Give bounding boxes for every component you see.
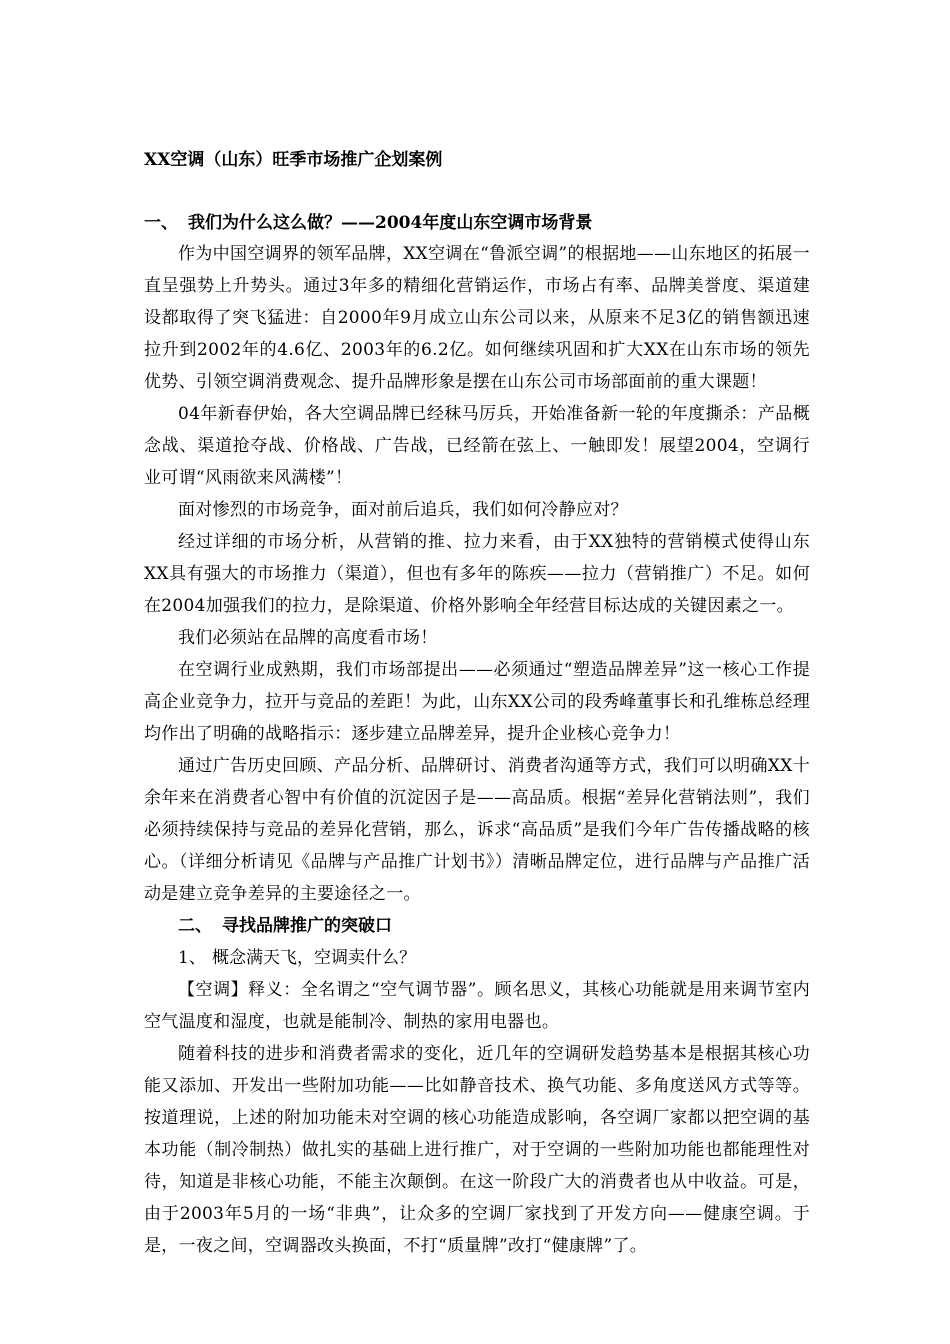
section-1-number: 一、: [144, 213, 178, 233]
paragraph: 我们必须站在品牌的高度看市场！: [178, 628, 438, 648]
paragraph: 面对惨烈的市场竞争，面对前后追兵，我们如何冷静应对？: [178, 500, 628, 520]
section-1-heading: [144, 210, 810, 236]
paragraph: 通过广告历史回顾、产品分析、品牌研讨、消费者沟通等方式，我们可以明确XX十余年来在消费者心智中有价值的沉淀因子是——高品质。根据“差异化营销法则”，我们必须持续保持与竞品的差异化营销，那么，诉求“高品质”是我们今年广告传播战略的核心。（详细分析请见《品牌与产品推广计划书》）清晰品牌定位，进行品牌与产品推广活动是建立竞争差异的主要途径之一。: [144, 756, 810, 904]
document-title: XX空调（山东）旺季市场推广企划案例: [144, 150, 443, 170]
subsection-1-number: 1、: [178, 948, 206, 968]
paragraph: 随着科技的进步和消费者需求的变化，近几年的空调研发趋势基本是根据其核心功能又添加、开发出一些附加功能——比如静音技术、换气功能、多角度送风方式等等。按道理说，上述的附加功能未对空调的核心功能造成影响，各空调厂家都以把空调的基本功能（制冷制热）做扎实的基础上进行推广，对于空调的一些附加功能也都能理性对待，知道是非核心功能，不能主次颠倒。在这一阶段广大的消费者也从中收益。可是，由于2003年5月的一场“非典”，让众多的空调厂家找到了开发方向——健康空调。于是，一夜之间，空调器改头换面，不打“质量牌”改打“健康牌”了。: [144, 1044, 810, 1256]
section-2-heading: [144, 910, 810, 942]
paragraph: 作为中国空调界的领军品牌，XX空调在“鲁派空调”的根据地——山东地区的拓展一直呈强势上升势头。通过3年多的精细化营销运作，市场占有率、品牌美誉度、渠道建设都取得了突飞猛进：自2000年9月成立山东公司以来，从原来不足3亿的销售额迅速拉升到2002年的4.6亿、2003年的6.2亿。如何继续巩固和扩大XX在山东市场的领先优势、引领空调消费观念、提升品牌形象是摆在山东公司市场部面前的重大课题！: [144, 244, 810, 392]
paragraph: 04年新春伊始，各大空调品牌已经秣马厉兵，开始准备新一轮的年度撕杀：产品概念战、渠道抢夺战、价格战、广告战，已经箭在弦上、一触即发！展望2004，空调行业可谓“风雨欲来风满楼”！: [144, 404, 810, 488]
paragraph: 在空调行业成熟期，我们市场部提出——必须通过“塑造品牌差异”这一核心工作提高企业竞争力，拉开与竞品的差距！为此，山东XX公司的段秀峰董事长和孔维栋总经理均作出了明确的战略指示：逐步建立品牌差异，提升企业核心竞争力！: [144, 660, 810, 744]
section-2-title: 寻找品牌推广的突破口: [222, 916, 392, 936]
subsection-1-title: 概念满天飞，空调卖什么？: [212, 948, 416, 968]
section-2-number: 二、: [178, 916, 212, 936]
paragraph: 【空调】释义：全名谓之“空气调节器”。顾名思义，其核心功能就是用来调节室内空气温度和湿度，也就是能制冷、制热的家用电器也。: [144, 980, 810, 1032]
section-1-title: 我们为什么这么做？——2004年度山东空调市场背景: [188, 213, 593, 233]
document-body: [144, 148, 810, 1262]
subsection-1-heading: [144, 942, 810, 974]
paragraph: 经过详细的市场分析，从营销的推、拉力来看，由于XX独特的营销模式使得山东XX具有强大的市场推力（渠道），但也有多年的陈疾——拉力（营销推广）不足。如何在2004加强我们的拉力，是除渠道、价格外影响全年经营目标达成的关键因素之一。: [144, 532, 810, 616]
